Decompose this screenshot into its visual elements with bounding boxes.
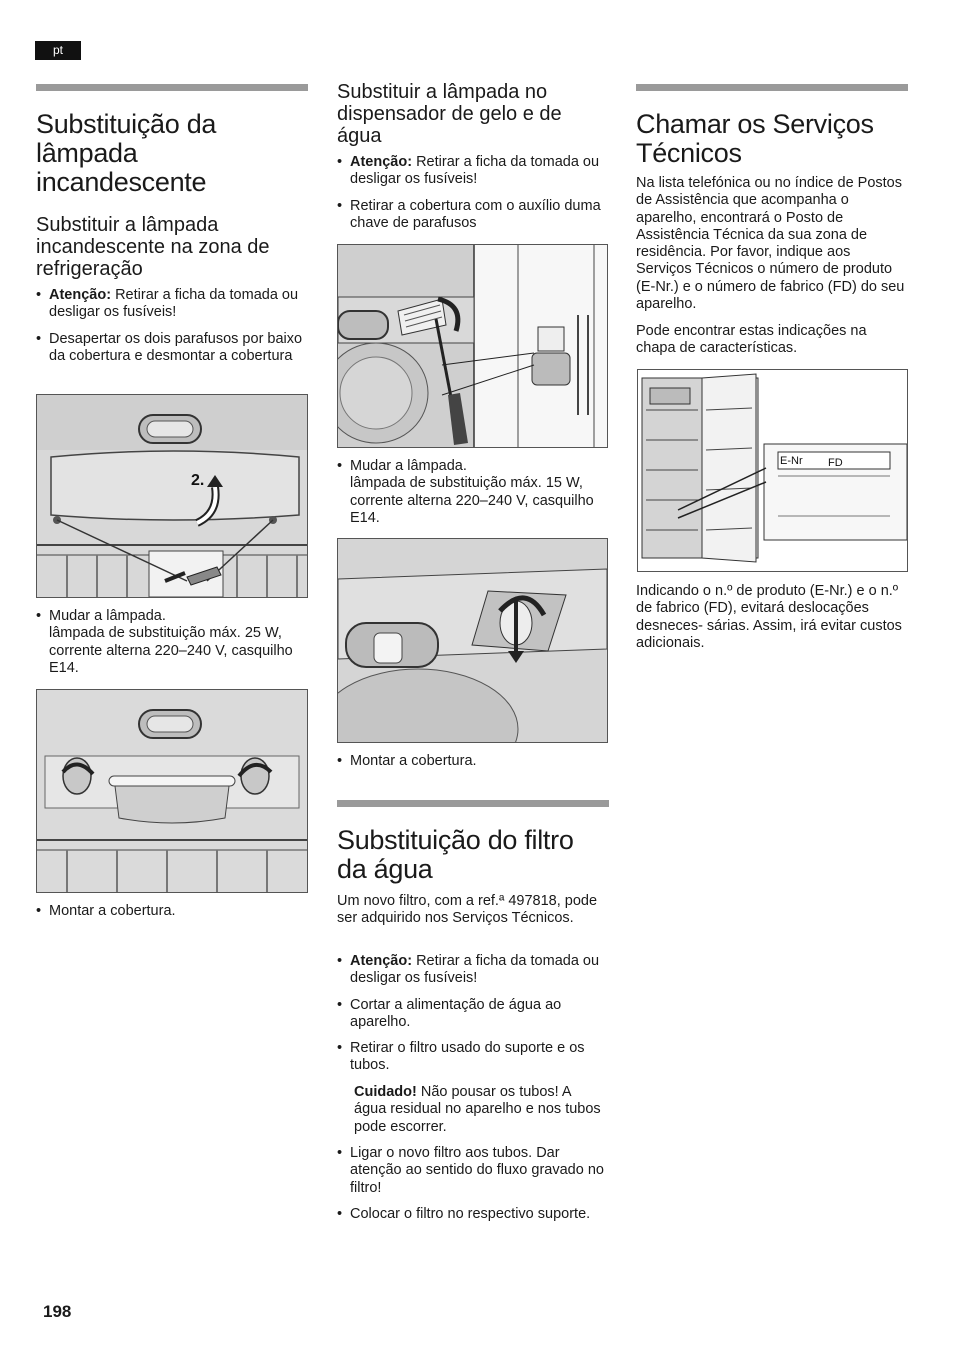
section-title-lamp: Substituição da lâmpada incandescente: [36, 109, 217, 197]
dispenser-lamp-change-illustration: [337, 538, 608, 743]
list-item: • Atenção: Retirar a ficha da tomada ou desligar os fusíveis!: [337, 154, 609, 189]
dispenser-cover-removal-illustration: [337, 244, 608, 448]
instruction-list: [36, 903, 308, 929]
section-title-service: Chamar os Serviços Técnicos: [636, 109, 874, 168]
list-item: • Ligar o novo filtro aos tubos. Dar atenção ao sentido do fluxo gravado no filtro!: [337, 1145, 609, 1197]
service-paragraph: Na lista telefónica ou no índice de Postos de Assistência que acompanha o aparelho, encontrará o Posto de Assistência Técnica da sua zona de residência. Por favor, indique aos Serviços Técnicos o número de produto (E-Nr.) e o número de fabrico (FD) do seu aparelho.: [636, 175, 905, 313]
list-item: • Mudar a lâmpada. lâmpada de substituição máx. 25 W, corrente alterna 220–240 V, casquilho E14.: [36, 608, 308, 677]
list-item: • Montar a cobertura.: [337, 753, 609, 770]
list-item: • Atenção: Retirar a ficha da tomada ou desligar os fusíveis!: [337, 953, 609, 988]
instruction-list: [337, 154, 609, 241]
list-item: • Retirar a cobertura com o auxílio duma chave de parafusos: [337, 198, 609, 233]
section-rule: [636, 84, 908, 91]
instruction-list: [36, 287, 308, 374]
instruction-list: [337, 753, 609, 779]
section-rule: [337, 800, 609, 807]
plate-enr-label: E-Nr: [780, 455, 803, 467]
caution-note: Cuidado! Não pousar os tubos! A água residual no aparelho e nos tubos pode escorrer.: [354, 1084, 601, 1135]
list-item: • Mudar a lâmpada. lâmpada de substituição máx. 15 W, corrente alterna 220–240 V, casquilho E14.: [337, 458, 609, 527]
step-label: 2.: [191, 472, 205, 489]
subtitle-fridge-lamp: Substituir a lâmpada incandescente na zona de refrigeração: [36, 214, 270, 280]
list-item: • Desapertar os dois parafusos por baixo da cobertura e desmontar a cobertura: [36, 331, 308, 366]
lamp-change-illustration: [36, 689, 308, 893]
filter-intro: Um novo filtro, com a ref.ª 497818, pode ser adquirido nos Serviços Técnicos.: [337, 893, 598, 927]
service-paragraph: Pode encontrar estas indicações na chapa de características.: [636, 323, 867, 357]
list-item: • Cortar a alimentação de água ao aparelho.: [337, 997, 609, 1032]
instruction-list: [337, 1145, 609, 1232]
section-rule: [36, 84, 308, 91]
list-item: • Retirar o filtro usado do suporte e os tubos.: [337, 1040, 609, 1075]
subtitle-dispenser-lamp: Substituir a lâmpada no dispensador de gelo e de água: [337, 81, 562, 147]
instruction-list: [337, 458, 609, 536]
language-tag: pt: [35, 41, 81, 60]
instruction-list: [36, 608, 308, 686]
section-title-filter: Substituição do filtro da água: [337, 825, 574, 884]
page-number: 198: [43, 1302, 72, 1321]
service-paragraph: Indicando o n.º de produto (E-Nr.) e o n.º de fabrico (FD), evitará deslocações desneces- sárias. Assim, irá evitar custos adicionais.: [636, 583, 902, 651]
rating-plate-illustration: [637, 369, 908, 572]
plate-fd-label: FD: [828, 457, 843, 469]
lamp-cover-removal-illustration: [36, 394, 308, 598]
list-item: • Montar a cobertura.: [36, 903, 308, 920]
list-item: • Atenção: Retirar a ficha da tomada ou desligar os fusíveis!: [36, 287, 308, 322]
instruction-list: [337, 953, 609, 1075]
list-item: • Colocar o filtro no respectivo suporte.: [337, 1206, 609, 1223]
